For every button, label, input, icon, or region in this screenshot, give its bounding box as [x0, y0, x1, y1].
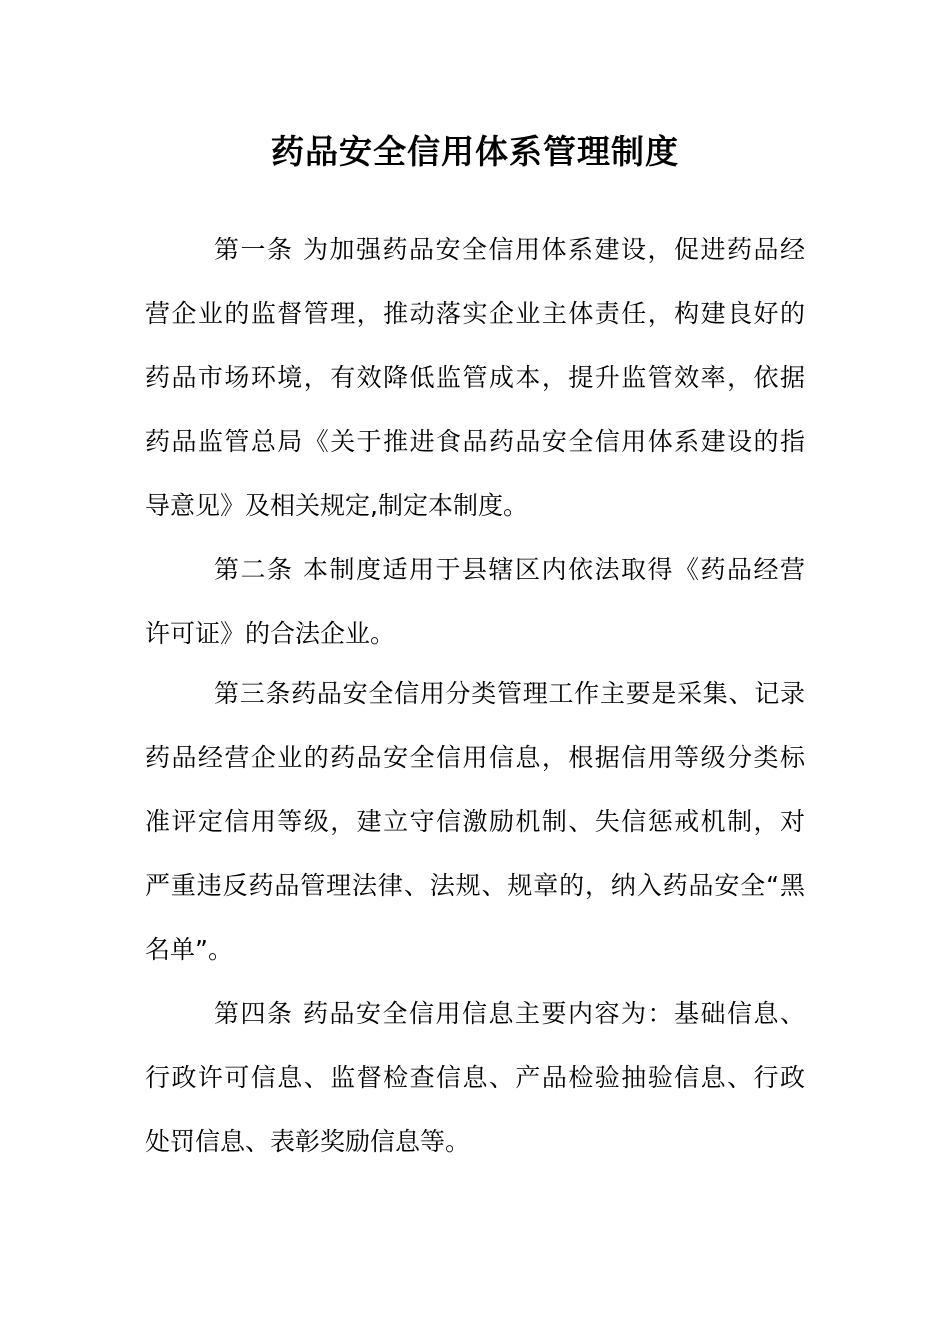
article-3-line-3: 准评定信用等级，建立守信激励机制、失信惩戒机制，对 — [145, 807, 805, 836]
article-4-line-2: 行政许可信息、监督检查信息、产品检验抽验信息、行政 — [145, 1063, 805, 1092]
article-2 — [145, 538, 805, 666]
article-3-line-2: 药品经营企业的药品安全信用信息，根据信用等级分类标 — [145, 743, 805, 772]
article-1-line-4: 药品监管总局《关于推进食品药品安全信用体系建设的指 — [145, 427, 805, 456]
article-4 — [145, 982, 805, 1174]
article-3-line-1: 第三条药品安全信用分类管理工作主要是采集、记录 — [214, 679, 805, 708]
article-1-line-3: 药品市场环境，有效降低监管成本，提升监管效率，依据 — [145, 363, 805, 392]
article-1-line-5: 导意见》及相关规定,制定本制度。 — [145, 491, 528, 520]
article-1-line-2: 营企业的监督管理，推动落实企业主体责任，构建良好的 — [145, 299, 805, 328]
document-title: 药品安全信用体系管理制度 — [271, 132, 679, 171]
article-1 — [145, 218, 805, 538]
article-3-line-4: 严重违反药品管理法律、法规、规章的，纳入药品安全“黑 — [145, 871, 805, 900]
article-4-line-1: 第四条 药品安全信用信息主要内容为：基础信息、 — [214, 999, 805, 1028]
article-2-line-1: 第二条 本制度适用于县辖区内依法取得《药品经营 — [214, 555, 805, 584]
article-3-line-5: 名单”。 — [145, 935, 233, 964]
article-1-line-1: 第一条 为加强药品安全信用体系建设，促进药品经 — [214, 235, 805, 264]
article-2-line-2: 许可证》的合法企业。 — [145, 619, 396, 648]
article-3 — [145, 662, 805, 982]
article-4-line-3: 处罚信息、表彰奖励信息等。 — [145, 1127, 471, 1156]
